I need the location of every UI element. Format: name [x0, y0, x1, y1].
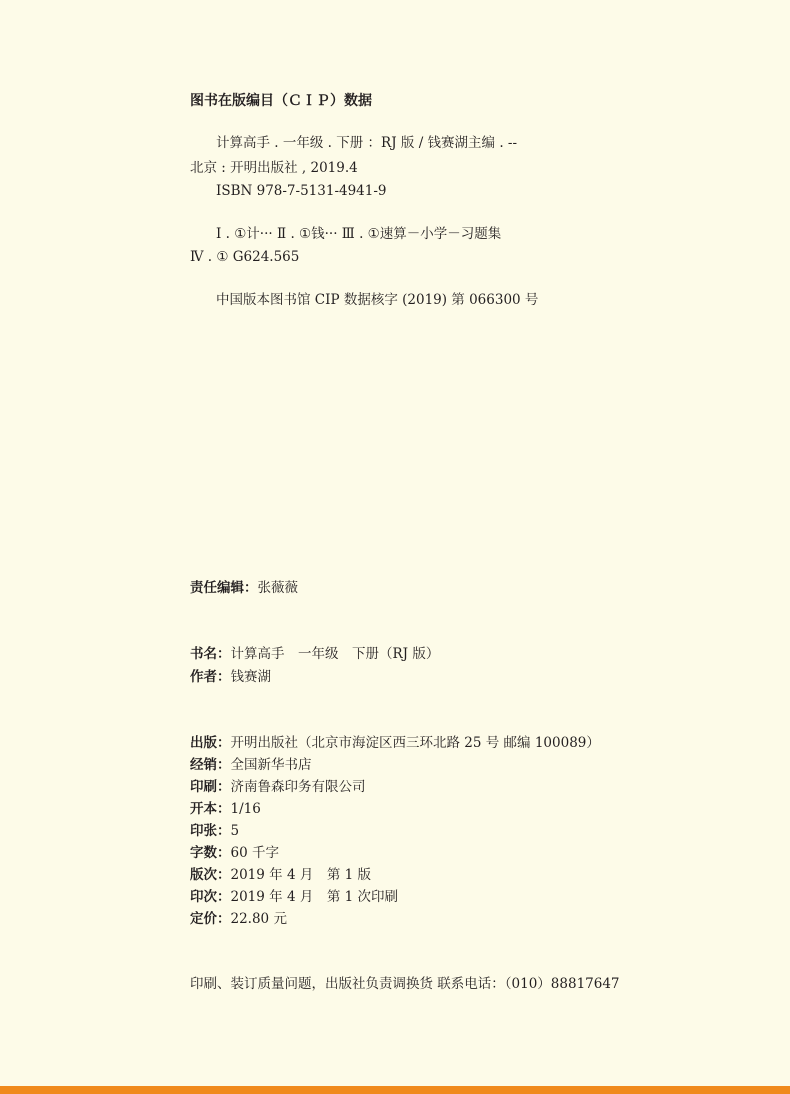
book-title-label: 书名： — [190, 646, 231, 662]
pub-label: 经销： — [190, 757, 231, 773]
pub-row-format — [190, 800, 261, 818]
book-title-value: 计算高手 一年级 下册（RJ 版） — [230, 646, 440, 662]
pub-value: 22.80 元 — [230, 911, 287, 927]
book-author-label: 作者： — [190, 669, 231, 685]
cip-line-publisher: 北京 : 开明出版社 , 2019.4 — [190, 160, 358, 176]
cip-line-record-number: 中国版本图书馆 CIP 数据核字 (2019) 第 066300 号 — [216, 292, 539, 308]
pub-label: 版次： — [190, 867, 231, 883]
cip-heading: 图书在版编目（ＣＩＰ）数据 — [190, 93, 372, 109]
pub-value: 2019 年 4 月 第 1 次印刷 — [230, 889, 398, 905]
pub-row-printing — [190, 888, 398, 906]
pub-row-sheets — [190, 822, 239, 840]
editor-value: 张薇薇 — [257, 580, 298, 596]
cip-line-subjects: Ⅰ . ①计··· Ⅱ . ①钱··· Ⅲ . ①速算－小学－习题集 — [216, 226, 502, 242]
pub-label: 印刷： — [190, 779, 231, 795]
cip-line-title: 计算高手 . 一年级 . 下册 ：RJ 版 / 钱赛湖主编 . -- — [216, 135, 518, 151]
pub-row-printer — [190, 778, 366, 796]
pub-value: 2019 年 4 月 第 1 版 — [230, 867, 371, 883]
pub-value: 1/16 — [230, 801, 261, 817]
book-title-row — [190, 645, 439, 663]
pub-row-word-count — [190, 844, 279, 862]
book-author-value: 钱赛湖 — [230, 669, 271, 685]
pub-value: 济南鲁森印务有限公司 — [230, 779, 366, 795]
editor-label: 责任编辑： — [190, 580, 258, 596]
pub-row-publisher — [190, 734, 600, 752]
accent-bar — [0, 1086, 790, 1094]
pub-row-distributor — [190, 756, 312, 774]
pub-value: 5 — [230, 823, 240, 839]
book-author-row — [190, 668, 271, 686]
pub-label: 定价： — [190, 911, 231, 927]
pub-value: 全国新华书店 — [230, 757, 312, 773]
pub-label: 印次： — [190, 889, 231, 905]
pub-label: 字数： — [190, 845, 231, 861]
cip-line-classification: Ⅳ . ① G624.565 — [190, 249, 300, 265]
pub-label: 出版： — [190, 735, 231, 751]
pub-label: 印张： — [190, 823, 231, 839]
pub-row-edition — [190, 866, 371, 884]
pub-value: 开明出版社（北京市海淀区西三环北路 25 号 邮编 100089） — [230, 735, 600, 751]
pub-label: 开本： — [190, 801, 231, 817]
quality-contact-note: 印刷、装订质量问题，出版社负责调换货 联系电话：（010）88817647 — [190, 976, 620, 992]
editor-row — [190, 579, 298, 597]
pub-value: 60 千字 — [230, 845, 279, 861]
pub-row-price — [190, 910, 287, 928]
cip-line-isbn: ISBN 978-7-5131-4941-9 — [216, 183, 387, 199]
